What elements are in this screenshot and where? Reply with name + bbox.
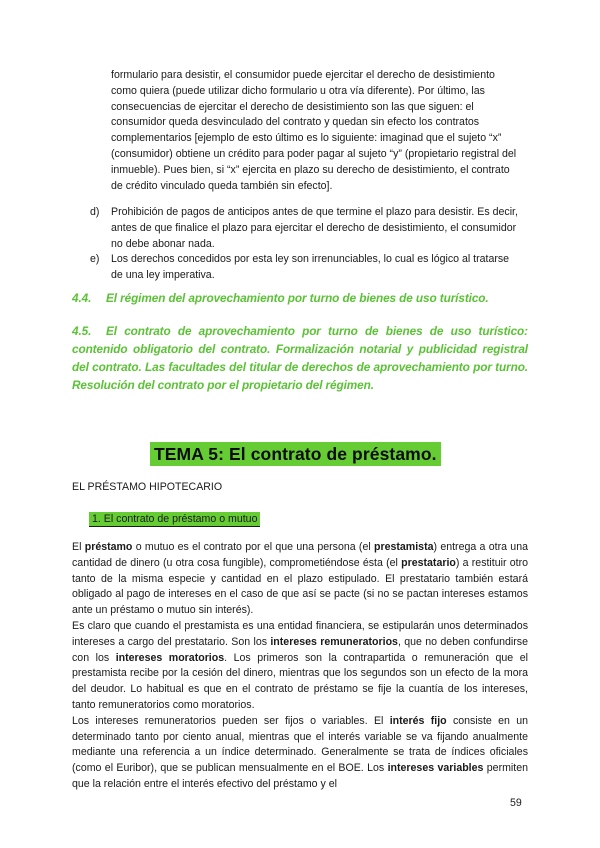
page-number: 59: [510, 797, 522, 809]
heading-4-4: [72, 289, 528, 307]
chapter-title-text: TEMA 5: El contrato de préstamo.: [150, 442, 441, 466]
section-title: [89, 509, 260, 526]
body-paragraph-3: Los intereses remuneratorios pueden ser fijos o variables. El interés fijo consiste en un determinado tanto por ciento anual, mientras que el interés variable se va fijando anualmente mediante una referencia a un índice determinado. Generalmente se trata de índices oficiales (como el Euribor), que se publican mensualmente en el BOE. Los intereses variables permiten que la relación entre el interés efectivo del préstamo y el: [72, 714, 529, 790]
continuation-paragraph: formulario para desistir, el consumidor puede ejercitar el derecho de desistimiento como quiera (puede utilizar dicho formulario u otra vía diferente). Por último, las consecuencias de ejercitar el derecho de desistimiento son las que siguen: el consumidor queda desvinculado del contrato y quedan sin efecto los contratos complementarios [ejemplo de esto último es lo siguiente: imaginad que el sujeto “x” (consumidor) obtiene un crédito para poder pagar al sujeto “y” (propietario registral del inmueble). Pues bien, si “x” ejercita en plazo su derecho de desistimiento, el contrato de crédito vinculado queda también sin efecto].: [111, 69, 517, 192]
heading-4-4-number: 4.4.: [72, 291, 92, 305]
heading-4-5: [72, 322, 528, 394]
section-title-text: 1. El contrato de préstamo o mutuo: [89, 512, 260, 527]
subheading: EL PRÉSTAMO HIPOTECARIO: [72, 481, 223, 493]
list-marker-d: d): [90, 206, 100, 218]
list-item-e: Los derechos concedidos por esta ley son irrenunciables, lo cual es lógico al tratarse de una ley imperativa.: [111, 253, 510, 281]
heading-4-4-text: El régimen del aprovechamiento por turno de bienes de uso turístico.: [106, 291, 489, 305]
list-item-d: Prohibición de pagos de anticipos antes de que termine el plazo para desistir. Es decir, antes de que finalice el plazo para ejercitar el derecho de desistimiento, el consumidor no debe abonar nada.: [111, 206, 518, 250]
body-text: [72, 540, 528, 793]
heading-4-5-number: 4.5.: [72, 324, 92, 338]
list-marker-e: e): [90, 253, 100, 265]
chapter-title: [150, 441, 450, 467]
body-paragraph-1: El préstamo o mutuo es el contrato por el que una persona (el prestamista) entrega a otra una cantidad de dinero (u otra cosa fungible), comprometiéndose ésta (el prestatario) a restituir otro tanto de la misma especie y cantidad en el plazo estipulado. El prestatario también estará obligado al pago de intereses en el caso de que así se pacte (si no se pactan intereses estamos ante un préstamo o mutuo sin interés).: [72, 541, 528, 617]
heading-4-5-text: El contrato de aprovechamiento por turno de bienes de uso turístico: contenido obligatorio del contrato. Formalización notarial y publicidad registral del contrato. Las facultades del titular de derechos de aprovechamiento por turno. Resolución del contrato por el propietario del régimen.: [72, 324, 528, 392]
body-paragraph-2: Es claro que cuando el prestamista es una entidad financiera, se estipularán unos determinados intereses a cargo del prestatario. Son los intereses remuneratorios, que no deben confundirse con los intereses moratorios. Los primeros son la contrapartida o remuneración que el prestamista recibe por la cesión del dinero, mientras que los segundos son un efecto de la mora del deudor. Lo habitual es que en el contrato de préstamo se fije la cuantía de los intereses, tanto remuneratorios como moratorios.: [72, 619, 528, 711]
